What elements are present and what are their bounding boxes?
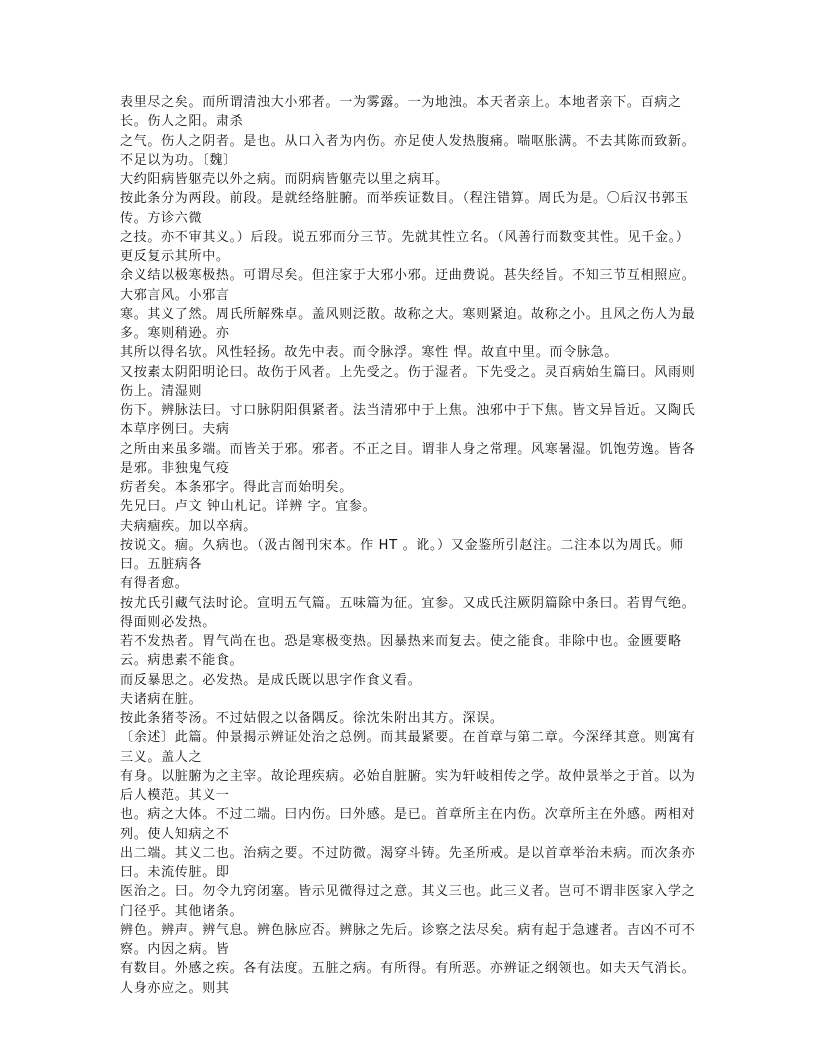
text-line: 而反暴思之。必发热。是成氏既以思字作食义看。	[120, 672, 422, 688]
text-line: 有数目。外感之疾。各有法度。五脏之病。有所得。有所恶。亦辨证之纲领也。如夫天气消长。人身亦应之。则其	[120, 961, 696, 996]
text-line: 之技。亦不审其义。）后段。说五邪而分三节。先就其性立名。（风善行而数变其性。见千金。）更反复示其所中。	[120, 229, 690, 264]
text-line: 按说文。痼。久病也。（汲古阁刊宋本。作 HT 。讹。）又金鉴所引赵注。二注本以为周氏。师曰。五脏病各	[120, 537, 684, 572]
text-line: 又按素太阴阳明论曰。故伤于风者。上先受之。伤于湿者。下先受之。灵百病始生篇曰。风雨则伤上。清湿则	[120, 364, 696, 399]
text-line: 出二端。其义二也。治病之要。不过防微。渴穿斗铸。先圣所戒。是以首章举治未病。而次条亦曰。未流传脏。即	[120, 845, 696, 880]
text-line: 疠者矣。本条邪字。得此言而始明矣。	[120, 480, 353, 495]
text-line: 之所由来虽多端。而皆关于邪。邪者。不正之目。谓非人身之常理。风寒暑湿。饥饱劳逸。皆各是邪。非独鬼气疫	[120, 441, 696, 476]
text-line: 大约阳病皆躯壳以外之病。而阴病皆躯壳以里之病耳。	[120, 172, 449, 187]
text-line: 有身。以脏腑为之主宰。故论理疾病。必始自脏腑。实为轩岐相传之学。故仲景举之于首。以为后人模范。其义一	[120, 768, 696, 803]
text-line: 伤下。辨脉法曰。寸口脉阴阳俱紧者。法当清邪中于上焦。浊邪中于下焦。皆文异旨近。又陶氏本草序例曰。夫病	[120, 403, 696, 438]
text-line: 辨色。辨声。辨气息。辨色脉应否。辨脉之先后。诊察之法尽矣。病有起于急遽者。吉凶不可不察。内因之病。皆	[120, 922, 696, 957]
text-line: 之气。伤人之阴者。是也。从口入者为内伤。亦足使人发热腹痛。喘呕胀满。不去其陈而致新。不足以为功。〔魏〕	[120, 133, 696, 168]
text-line: 医治之。曰。勿令九窍闭塞。皆示见微得过之意。其义三也。此三义者。岂可不谓非医家入学之门径乎。其他诸条。	[120, 884, 696, 919]
text-line: 若不发热者。胃气尚在也。恐是寒极变热。因暴热来而复去。使之能食。非除中也。金匮要略云。病患素不能食。	[120, 634, 682, 669]
text-line: 有得者愈。	[120, 576, 189, 592]
text-line: 夫病痼疾。加以卒病。	[120, 518, 258, 534]
document-page	[120, 93, 698, 998]
text-line: 按此条猪苓汤。不过姑假之以备隅反。徐沈朱附出其方。深误。	[120, 711, 504, 726]
text-line: 先兄曰。卢文 钟山札记。详辨 字。宜参。	[120, 499, 377, 515]
text-line: 寒。其义了然。周氏所解殊卓。盖风则泛散。故称之大。寒则紧迫。故称之小。且风之伤人为最多。寒则稍逊。亦	[120, 306, 696, 341]
text-line: 夫诸病在脏。	[120, 691, 203, 707]
text-line: 按此条分为两段。前段。是就经络脏腑。而举疾证数目。（程注错算。周氏为是。〇后汉书郭玉传。方诊六微	[120, 191, 689, 226]
text-line: 表里尽之矣。而所谓清浊大小邪者。一为雾露。一为地浊。本天者亲上。本地者亲下。百病之长。伤人之阳。肃杀	[120, 95, 682, 130]
text-line: 余义结以极寒极热。可谓尽矣。但注家于大邪小邪。迂曲费说。甚失经旨。不知三节互相照应。大邪言风。小邪言	[120, 268, 696, 303]
text-line: 按尤氏引藏气法时论。宣明五气篇。五味篇为征。宜参。又成氏注厥阴篇除中条曰。若胃气绝。得面则必发热。	[120, 595, 696, 630]
text-line: 其所以得名欤。风性轻扬。故先中表。而令脉浮。寒性 悍。故直中里。而令脉急。	[120, 345, 619, 361]
text-line: 〔余述〕此篇。仲景揭示辨证处治之总例。而其最紧要。在首章与第二章。今深绎其意。则寓有三义。盖人之	[120, 730, 696, 765]
text-line: 也。病之大体。不过二端。曰内伤。曰外感。是已。首章所主在内伤。次章所主在外感。两相对列。使人知病之不	[120, 807, 696, 842]
